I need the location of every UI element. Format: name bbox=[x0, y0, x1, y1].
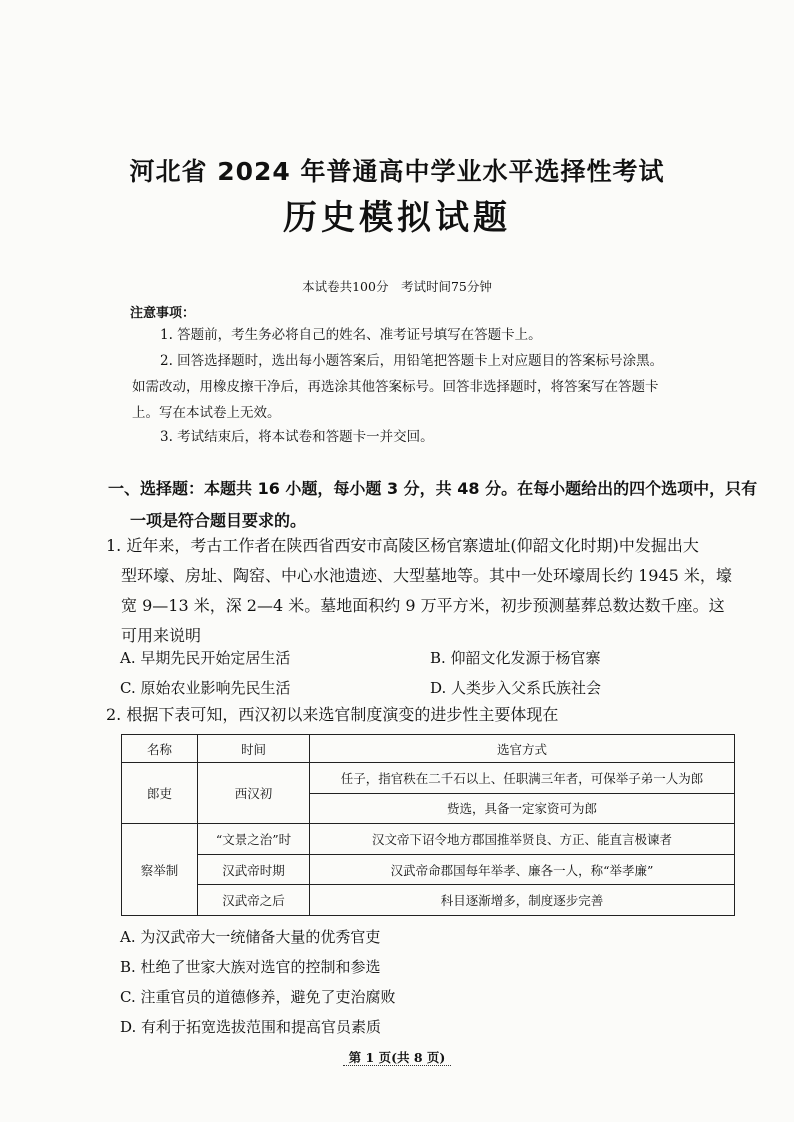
table-cell: 郎吏 bbox=[122, 763, 198, 824]
table-header: 时间 bbox=[198, 735, 310, 763]
q2-option-b[interactable]: B. 杜绝了世家大族对选官的控制和参选 bbox=[120, 958, 381, 976]
q1-option-d[interactable]: D. 人类步入父系氏族社会 bbox=[430, 679, 602, 697]
note-2-end: 上。写在本试卷上无效。 bbox=[132, 405, 281, 421]
table-cell: 汉武帝之后 bbox=[198, 885, 310, 916]
q2-option-a[interactable]: A. 为汉武帝大一统储备大量的优秀官吏 bbox=[120, 928, 381, 946]
q1-line-3: 宽 9—13 米，深 2—4 米。墓地面积约 9 万平方米，初步预测墓葬总数达数千座。这 bbox=[121, 596, 725, 615]
q1-line-1: 1. 近年来，考古工作者在陕西省西安市高陵区杨官寨遗址(仰韶文化时期)中发掘出大 bbox=[106, 536, 699, 555]
q2-stem: 2. 根据下表可知，西汉初以来选官制度演变的进步性主要体现在 bbox=[106, 705, 559, 724]
table-cell: “文景之治”时 bbox=[198, 824, 310, 855]
question-1 bbox=[106, 531, 766, 651]
table-cell: 汉武帝命郡国每年举孝、廉各一人，称“举孝廉” bbox=[310, 854, 735, 885]
q1-option-a[interactable]: A. 早期先民开始定居生活 bbox=[120, 649, 291, 667]
notes-heading: 注意事项： bbox=[130, 306, 196, 321]
q2-option-c[interactable]: C. 注重官员的道德修养，避免了吏治腐败 bbox=[120, 988, 396, 1006]
table-header-row bbox=[122, 735, 735, 763]
q2-option-d[interactable]: D. 有利于拓宽选拔范围和提高官员素质 bbox=[120, 1018, 382, 1036]
note-2-cont: 如需改动，用橡皮擦干净后，再选涂其他答案标号。回答非选择题时，将答案写在答题卡 bbox=[132, 379, 659, 395]
table-cell: 西汉初 bbox=[198, 763, 310, 824]
q1-option-c[interactable]: C. 原始农业影响先民生活 bbox=[120, 679, 291, 697]
exam-meta: 本试卷共100分 考试时间75分钟 bbox=[302, 279, 492, 294]
exam-title: 河北省 2024 年普通高中学业水平选择性考试 bbox=[129, 157, 665, 186]
table-row bbox=[122, 854, 735, 885]
table-cell: 汉武帝时期 bbox=[198, 854, 310, 885]
note-2: 2. 回答选择题时，选出每小题答案后，用铅笔把答题卡上对应题目的答案标号涂黑。 bbox=[160, 353, 664, 369]
q1-option-b[interactable]: B. 仰韶文化发源于杨官寨 bbox=[430, 649, 601, 667]
q1-line-4: 可用来说明 bbox=[121, 626, 202, 645]
table-row bbox=[122, 824, 735, 855]
selection-table bbox=[121, 734, 735, 916]
section-line-2: 一项是符合题目要求的。 bbox=[130, 511, 307, 530]
page-footer bbox=[0, 1048, 794, 1066]
table-header: 名称 bbox=[122, 735, 198, 763]
section-line-1: 一、选择题：本题共 16 小题，每小题 3 分，共 48 分。在每小题给出的四个选项中，只有 bbox=[108, 479, 758, 498]
q1-line-2: 型环壕、房址、陶窑、中心水池遗迹、大型墓地等。其中一处环壕周长约 1945 米，壕 bbox=[121, 566, 732, 585]
section-heading bbox=[108, 473, 758, 537]
table-row bbox=[122, 885, 735, 916]
table-row bbox=[122, 763, 735, 794]
table-cell: 赀选，具备一定家资可为郎 bbox=[310, 793, 735, 824]
table-cell: 科目逐渐增多，制度逐步完善 bbox=[310, 885, 735, 916]
page-number: 第 1 页(共 8 页) bbox=[343, 1050, 452, 1066]
note-3: 3. 考试结束后，将本试卷和答题卡一并交回。 bbox=[160, 429, 434, 445]
table-header: 选官方式 bbox=[310, 735, 735, 763]
table-cell: 任子，指官秩在二千石以上、任职满三年者，可保举子弟一人为郎 bbox=[310, 763, 735, 794]
exam-subtitle: 历史模拟试题 bbox=[283, 198, 511, 238]
table-cell: 汉文帝下诏令地方郡国推举贤良、方正、能直言极谏者 bbox=[310, 824, 735, 855]
note-1: 1. 答题前，考生务必将自己的姓名、准考证号填写在答题卡上。 bbox=[160, 327, 542, 343]
table-cell: 察举制 bbox=[122, 824, 198, 916]
